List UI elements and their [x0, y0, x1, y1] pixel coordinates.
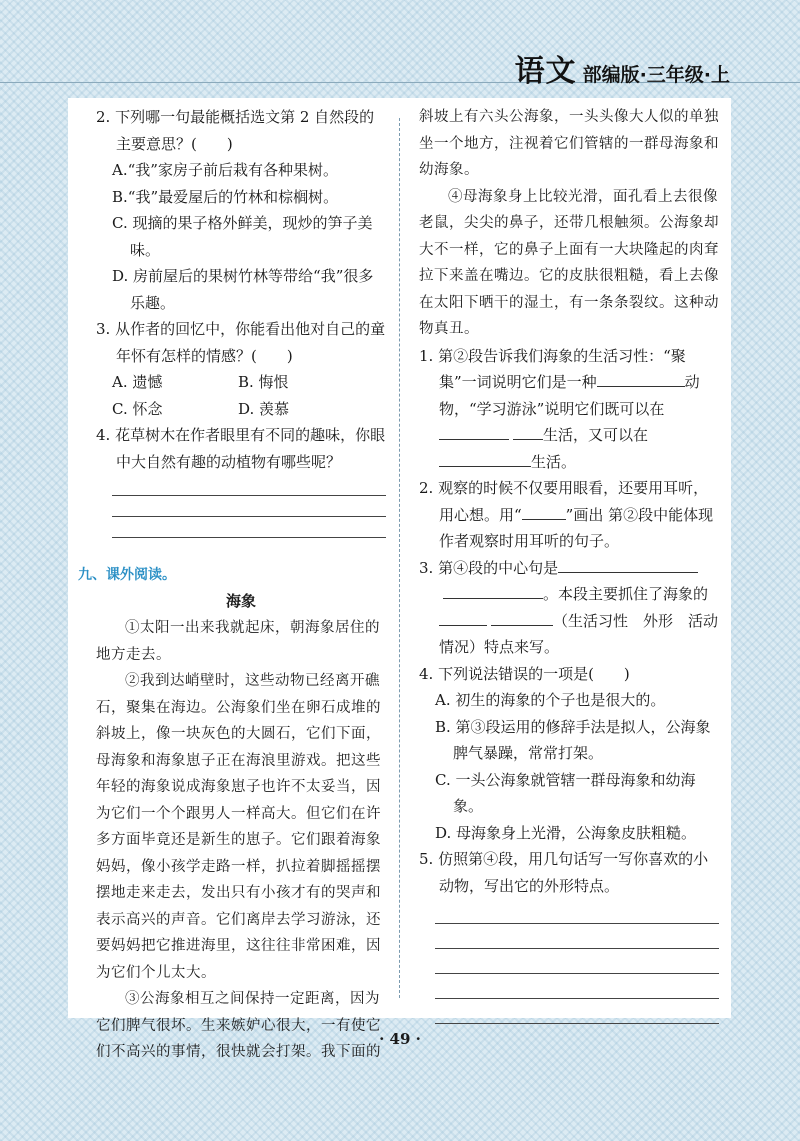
question-3-option-b[interactable]: B. 悔恨	[238, 373, 289, 391]
question-2-option-c[interactable]: C. 现摘的果子格外鲜美，现炒的笋子美味。	[112, 214, 373, 259]
reading-question-2	[419, 475, 719, 555]
header-subtitle: 部编版·三年级·上	[582, 64, 730, 86]
fill-blank[interactable]	[558, 558, 698, 573]
fill-blank[interactable]	[491, 611, 553, 626]
question-3-option-c[interactable]: C. 怀念	[112, 399, 163, 418]
reading-question-4-option-d[interactable]: D. 母海象身上光滑，公海象皮肤粗糙。	[435, 823, 697, 842]
reading-question-1-text-d: 生活。	[531, 452, 577, 471]
right-column	[419, 104, 719, 1024]
reading-question-1-text-a: 1. 第②段告诉我们海象的生活习性：“聚集”一词说明它们是一种	[419, 346, 686, 391]
article-paragraph-1: ①太阳一出来我就起床，朝海象居住的地方走去。	[96, 620, 380, 663]
question-3-stem: 3. 从作者的回忆中，你能看出他对自己的童年怀有怎样的情感？( )	[96, 320, 386, 365]
reading-question-4-option-a[interactable]: A. 初生的海象的个子也是很大的。	[435, 691, 666, 709]
reading-question-3-text-a: 3. 第④段的中心句是	[419, 558, 559, 577]
reading-question-2-text-a: 2. 观察的时候不仅要用眼看，还要用耳听，用心想。用“	[419, 479, 709, 524]
question-2-stem: 2. 下列哪一句最能概括选文第 2 自然段的主要意思？( )	[96, 108, 375, 153]
fill-blank[interactable]	[439, 452, 531, 467]
answer-line[interactable]	[435, 899, 719, 924]
page-header	[0, 40, 800, 95]
answer-line[interactable]	[112, 496, 386, 517]
answer-line[interactable]	[435, 949, 719, 974]
article-paragraph-3-continued: 斜坡上有六头公海象，一头头像大人似的单独坐一个地方，注视着它们管辖的一群母海象和幼海象。	[419, 109, 719, 178]
fill-blank[interactable]	[443, 584, 543, 599]
answer-line[interactable]	[435, 924, 719, 949]
question-4-stem: 4. 花草树木在作者眼里有不同的趣味，你眼中大自然有趣的动植物有哪些呢？	[96, 426, 386, 471]
article-paragraph-4: ④母海象身上比较光滑，面孔看上去很像老鼠，尖尖的鼻子，还带几根触须。公海象却大不一样，它的鼻子上面有一大块隆起的肉耷拉下来盖在嘴边。它的皮肤很粗糙，看上去像在太阳下晒干的湿土，有一条条裂纹。这种动物真丑。	[419, 188, 719, 337]
answer-line[interactable]	[112, 475, 386, 496]
question-2-option-d[interactable]: D. 房前屋后的果树竹林等带给“我”很多乐趣。	[112, 267, 374, 312]
reading-question-1	[419, 343, 719, 476]
reading-question-1-text-b: 动物，“学习游泳”说明它们既可以在	[439, 373, 700, 418]
reading-question-4-option-c[interactable]: C. 一头公海象就管辖一群母海象和幼海象。	[435, 770, 696, 815]
header-title	[515, 46, 730, 90]
answer-line[interactable]	[435, 974, 719, 999]
fill-blank[interactable]	[597, 372, 685, 387]
column-divider	[399, 118, 400, 998]
question-2-option-b[interactable]: B.“我”最爱屋后的竹林和棕榈树。	[112, 187, 339, 206]
section-heading: 九、课外阅读。	[78, 567, 176, 583]
answer-line[interactable]	[112, 517, 386, 538]
question-2-option-a[interactable]: A.“我”家房子前后栽有各种果树。	[112, 161, 338, 179]
question-3-option-d[interactable]: D. 羡慕	[238, 399, 290, 418]
reading-question-3-text-b: 。本段主要抓住了海象的	[543, 585, 709, 603]
fill-blank[interactable]	[439, 611, 487, 626]
reading-question-4-stem: 4. 下列说法错误的一项是( )	[419, 664, 630, 683]
question-3-options	[96, 369, 386, 422]
fill-blank[interactable]	[439, 425, 509, 440]
article-paragraph-3: ③公海象相互之间保持一定距离，因为它们脾气很坏。生来嫉妒心很大，一有使它们不高兴的事情，很快就会打架。我下面的	[96, 991, 381, 1060]
article-paragraph-2: ②我到达峭壁时，这些动物已经离开礁石，聚集在海边。公海象们坐在卵石成堆的斜坡上，像一块灰色的大圆石，它们下面，母海象和海象崽子正在海浪里游戏。把这些年轻的海象说成海象崽子也许不太妥当，因为它们一个个跟男人一样高大。但它们在许多方面毕竟还是新生的崽子。它们跟着海象妈妈，像小孩学走路一样，扒拉着脚摇摇摆摆地走来走去，发出只有小孩才有的哭声和表示高兴的声音。它们离岸去学习游泳，还要妈妈把它推进海里，这往往非常困难，因为它们个儿太大。	[96, 673, 381, 981]
reading-question-1-text-c: 生活，又可以在	[543, 426, 649, 444]
page-number: · 49 ·	[379, 1030, 421, 1048]
wavy-line-sample	[522, 505, 566, 520]
answer-line[interactable]	[435, 999, 719, 1024]
fill-blank[interactable]	[513, 425, 543, 440]
question-3-option-a[interactable]: A. 遗憾	[112, 373, 163, 391]
reading-question-2-text-b: ”画出 第②段中能体现作者观察时用耳听的句子。	[439, 505, 714, 550]
reading-question-3	[419, 555, 719, 661]
reading-question-3-text-c: （生活习性 外形 活动情况）特点来写。	[439, 611, 719, 656]
article-title: 海象	[225, 592, 256, 610]
reading-question-4-option-b[interactable]: B. 第③段运用的修辞手法是拟人，公海象脾气暴躁，常常打架。	[435, 717, 711, 762]
header-brand: 语文	[514, 54, 577, 89]
reading-question-5-stem: 5. 仿照第④段，用几句话写一写你喜欢的小动物，写出它的外形特点。	[419, 850, 709, 895]
left-column	[78, 104, 386, 1066]
